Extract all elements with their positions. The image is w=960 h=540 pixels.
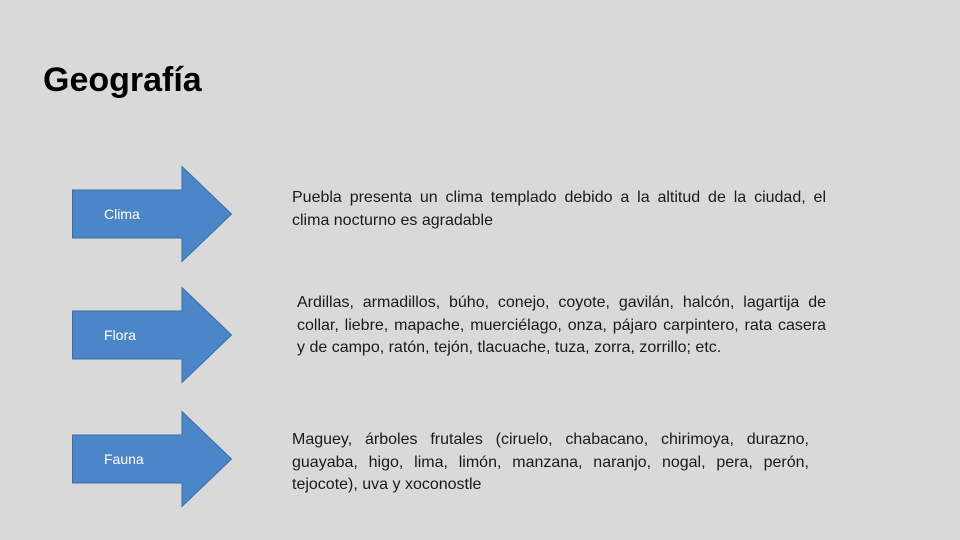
right-arrow-icon — [72, 411, 232, 507]
right-arrow-icon — [72, 287, 232, 383]
arrow-shape-fauna — [72, 411, 232, 507]
arrow-shape-flora — [72, 287, 232, 383]
arrow-label-clima: Clima — [104, 206, 140, 222]
right-arrow-icon — [72, 166, 232, 262]
arrow-shape-clima — [72, 166, 232, 262]
description-flora: Ardillas, armadillos, búho, conejo, coyote, gavilán, halcón, lagartija de collar, liebre, mapache, muerciélago, onza, pájaro carpintero, rata casera y de campo, ratón, tejón, tlacuache, tuza, zorra, zorrillo; etc. — [297, 294, 826, 356]
arrow-label-flora: Flora — [104, 327, 136, 343]
description-clima: Puebla presenta un clima templado debido a la altitud de la ciudad, el clima nocturno es agradable — [292, 189, 826, 229]
arrow-label-fauna: Fauna — [104, 451, 144, 467]
slide-title: Geografía — [43, 61, 202, 99]
description-fauna: Maguey, árboles frutales (ciruelo, chabacano, chirimoya, durazno, guayaba, higo, lima, limón, manzana, naranjo, nogal, pera, perón, tejocote), uva y xoconostle — [292, 431, 809, 493]
